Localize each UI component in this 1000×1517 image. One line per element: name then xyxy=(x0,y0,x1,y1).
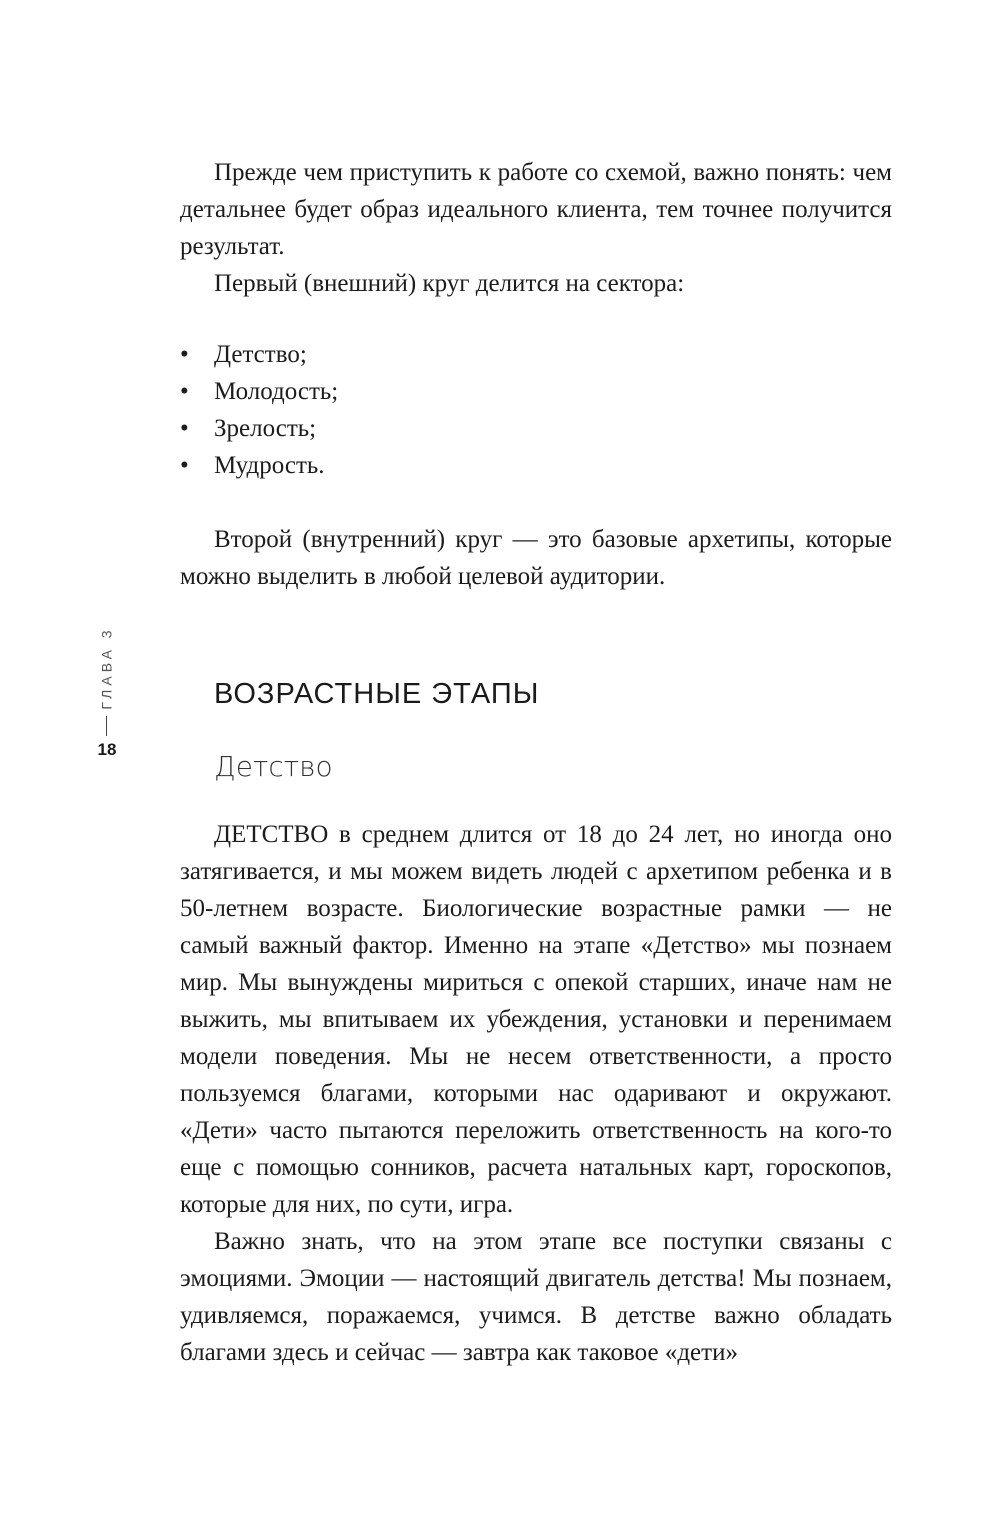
inner-circle-block xyxy=(180,521,892,595)
chapter-label: ГЛАВА 3 xyxy=(99,626,115,710)
intro-paragraph-block xyxy=(180,154,892,265)
bullet-icon: • xyxy=(180,415,189,442)
section-title: ВОЗРАСТНЫЕ ЭТАПЫ xyxy=(214,678,540,710)
sectors-list xyxy=(180,336,780,484)
sectors-lead: Первый (внешний) круг делится на сектора: xyxy=(214,270,685,297)
margin-divider xyxy=(106,716,107,736)
body-paragraph: ДЕТСТВО в среднем длится от 18 до 24 лет, но иногда оно затягивается, и мы можем видеть людей с архетипом ребенка и в 50-летнем возрасте. Биологические возрастные рамки — не самый важный фактор. Именно на этапе «Детство» мы познаем мир. Мы вынуждены мириться с опекой старших, иначе нам не выжить, мы впитываем их убеждения, установки и перенимаем модели поведения. Мы не несем ответственности, а просто пользуемся благами, которыми нас одаривают и окружают. «Дети» часто пытаются переложить ответственность на кого-то еще с помощью сонников, расчета натальных карт, гороскопов, которые для них, по сути, игра. xyxy=(180,821,892,1218)
list-item-text: Мудрость. xyxy=(214,452,325,479)
list-item xyxy=(180,373,780,410)
intro-paragraph: Прежде чем приступить к работе со схемой, важно понять: чем детальнее будет образ идеального клиента, тем точнее получится результат. xyxy=(180,159,892,260)
bullet-icon: • xyxy=(180,341,189,368)
sectors-lead-block xyxy=(180,265,892,302)
list-item-text: Зрелость; xyxy=(214,415,317,442)
list-item-text: Молодость; xyxy=(214,378,339,405)
list-item xyxy=(180,447,780,484)
inner-circle-paragraph: Второй (внутренний) круг — это базовые архетипы, которые можно выделить в любой целевой аудитории. xyxy=(180,526,892,590)
section-subtitle: Детство xyxy=(214,750,333,783)
list-item xyxy=(180,410,780,447)
page-number: 18 xyxy=(97,740,117,759)
list-item-text: Детство; xyxy=(214,341,307,368)
list-item xyxy=(180,336,780,373)
section-body xyxy=(180,816,892,1371)
body-paragraph: Важно знать, что на этом этапе все поступки связаны с эмоциями. Эмоции — настоящий двигатель детства! Мы познаем, удивляемся, поражаемся, учимся. В детстве важно обладать благами здесь и сейчас — завтра как таковое «дети» xyxy=(180,1228,892,1366)
bullet-icon: • xyxy=(180,452,189,479)
chapter-running-head xyxy=(96,628,118,708)
bullet-icon: • xyxy=(180,378,189,405)
